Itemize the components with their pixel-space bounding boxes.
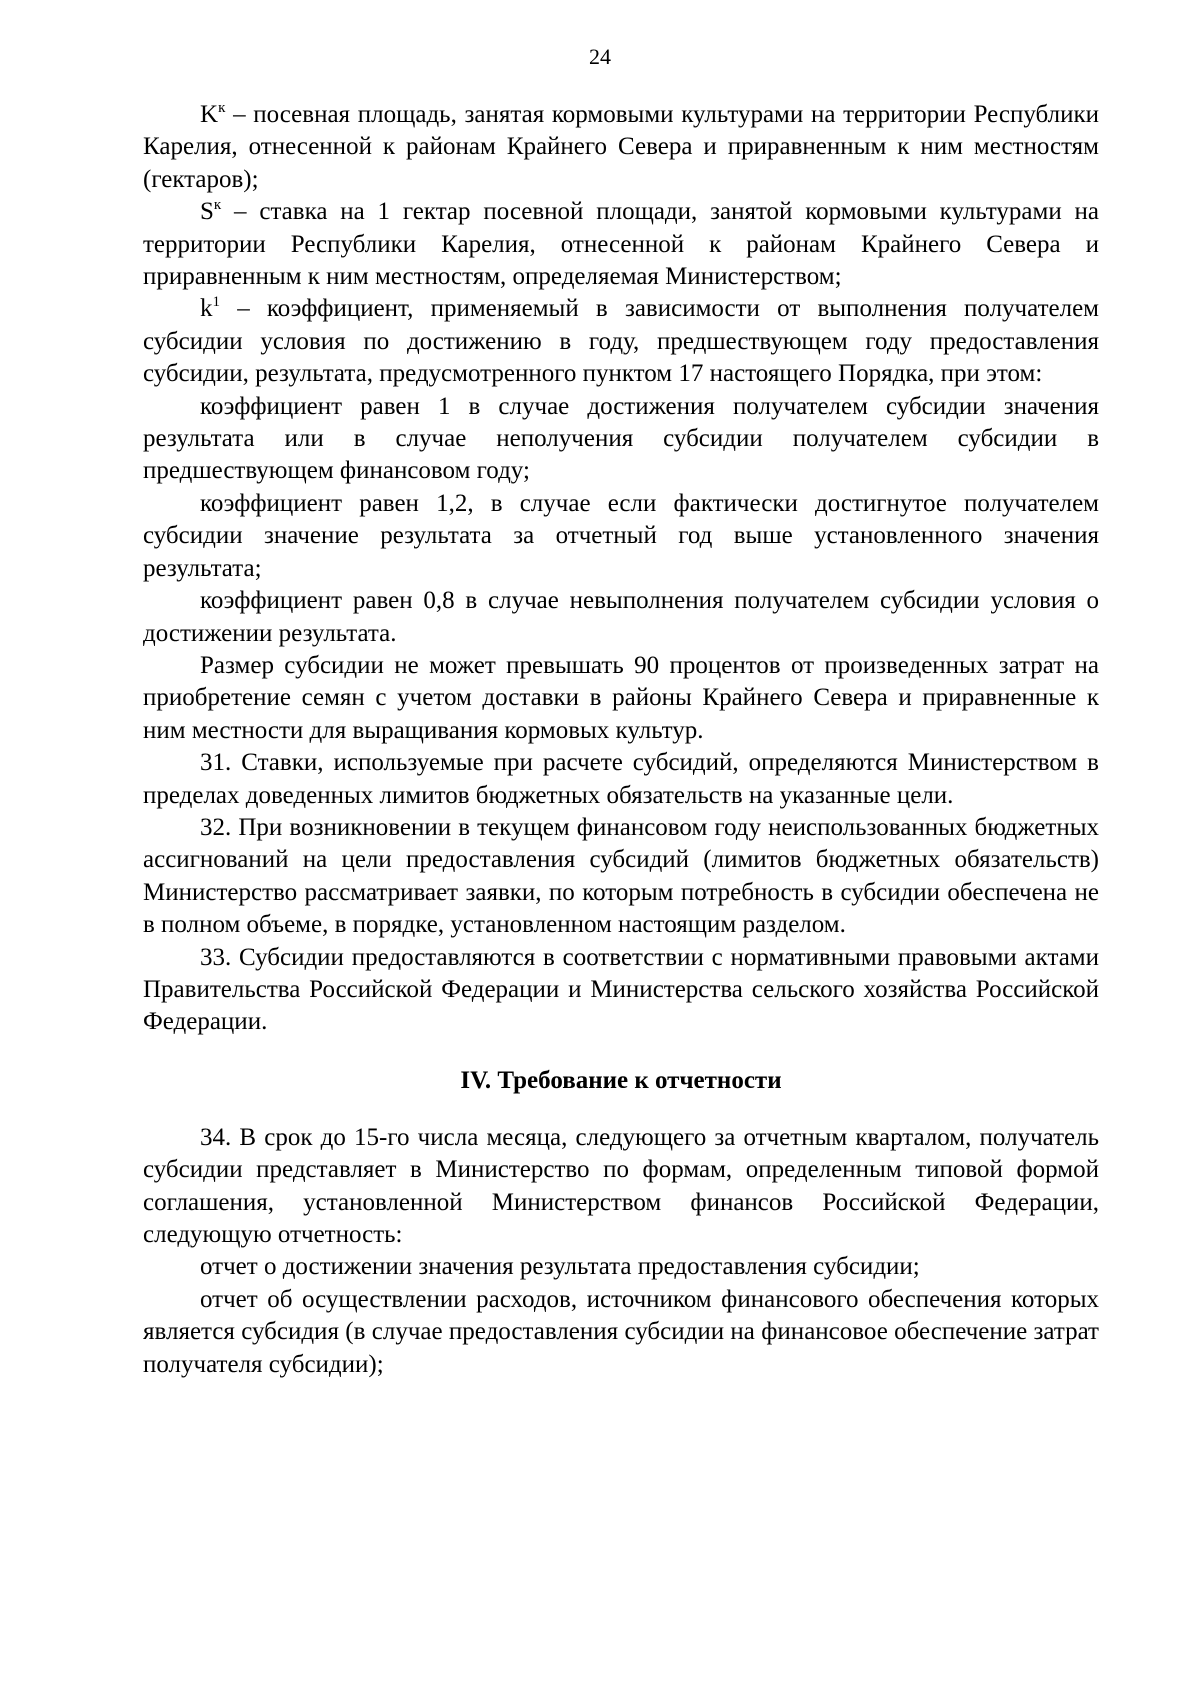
definition-text: – ставка на 1 гектар посевной площади, занятой кормовыми культурами на территории Республики Карелия, отнесенной к районам Крайнего Севера и приравненным к ним местностям, определяемая Министерством; [143,198,1099,291]
formula-superscript: 1 [212,294,220,311]
definition-paragraph-kk [143,99,1099,196]
formula-superscript: к [218,100,226,116]
formula-superscript: к [213,197,222,214]
definition-text: – посевная площадь, занятая кормовыми культурами на территории Республики Карелия, отнесенной к районам Крайнего Севера и приравненным к ним местностям (гектаров); [143,101,1099,193]
clause-32: 32. При возникновении в текущем финансовом году неиспользованных бюджетных ассигнований на цели предоставления субсидий (лимитов бюджетных обязательств) Министерство рассматривает заявки, по которым потребность в субсидии обеспечена не в полном объеме, в порядке, установленном настоящим разделом. [143,813,1099,939]
definition-paragraph-k1 [143,293,1099,390]
clause-34: 34. В срок до 15-го числа месяца, следующего за отчетным кварталом, получатель субсидии представляет в Министерство по формам, определенным типовой формой соглашения, установленной Министерством финансов Российской Федерации, следующую отчетность: [143,1123,1099,1248]
formula-symbol: k [200,295,213,323]
clause-33: 33. Субсидии предоставляются в соответствии с нормативными правовыми актами Правительства Российской Федерации и Министерства сельского хозяйства Российской Федерации. [143,943,1099,1036]
body-paragraph: коэффициент равен 1 в случае достижения получателем субсидии значения результата или в случае неполучения субсидии получателем субсидии в предшествующем финансовом году; [143,392,1099,485]
definition-paragraph-sk [143,196,1099,293]
definition-text: – коэффициент, применяемый в зависимости от выполнения получателем субсидии условия по достижению в году, предшествующем году предоставления субсидии, результата, предусмотренного пунктом 17 настоящего Порядка, при этом: [143,295,1099,388]
formula-symbol: S [200,198,214,226]
body-paragraph: коэффициент равен 1,2, в случае если фактически достигнутое получателем субсидии значение результата за отчетный год выше установленного значения результата; [143,489,1099,582]
body-paragraph: Размер субсидии не может превышать 90 процентов от произведенных затрат на приобретение семян с учетом доставки в районы Крайнего Севера и приравненные к ним местности для выращивания кормовых культур. [143,651,1099,744]
section-heading: IV. Требование к отчетности [460,1066,782,1094]
page-number: 24 [589,44,611,69]
report-item: отчет об осуществлении расходов, источником финансового обеспечения которых является субсидия (в случае предоставления субсидии на финансовое обеспечение затрат получателя субсидии); [143,1285,1099,1378]
report-item: отчет о достижении значения результата предоставления субсидии; [200,1253,920,1281]
clause-31: 31. Ставки, используемые при расчете субсидий, определяются Министерством в пределах доведенных лимитов бюджетных обязательств на указанные цели. [143,749,1099,809]
body-paragraph: коэффициент равен 0,8 в случае невыполнения получателем субсидии условия о достижении результата. [143,587,1099,647]
formula-symbol: K [200,101,219,128]
document-body [143,99,1099,1381]
